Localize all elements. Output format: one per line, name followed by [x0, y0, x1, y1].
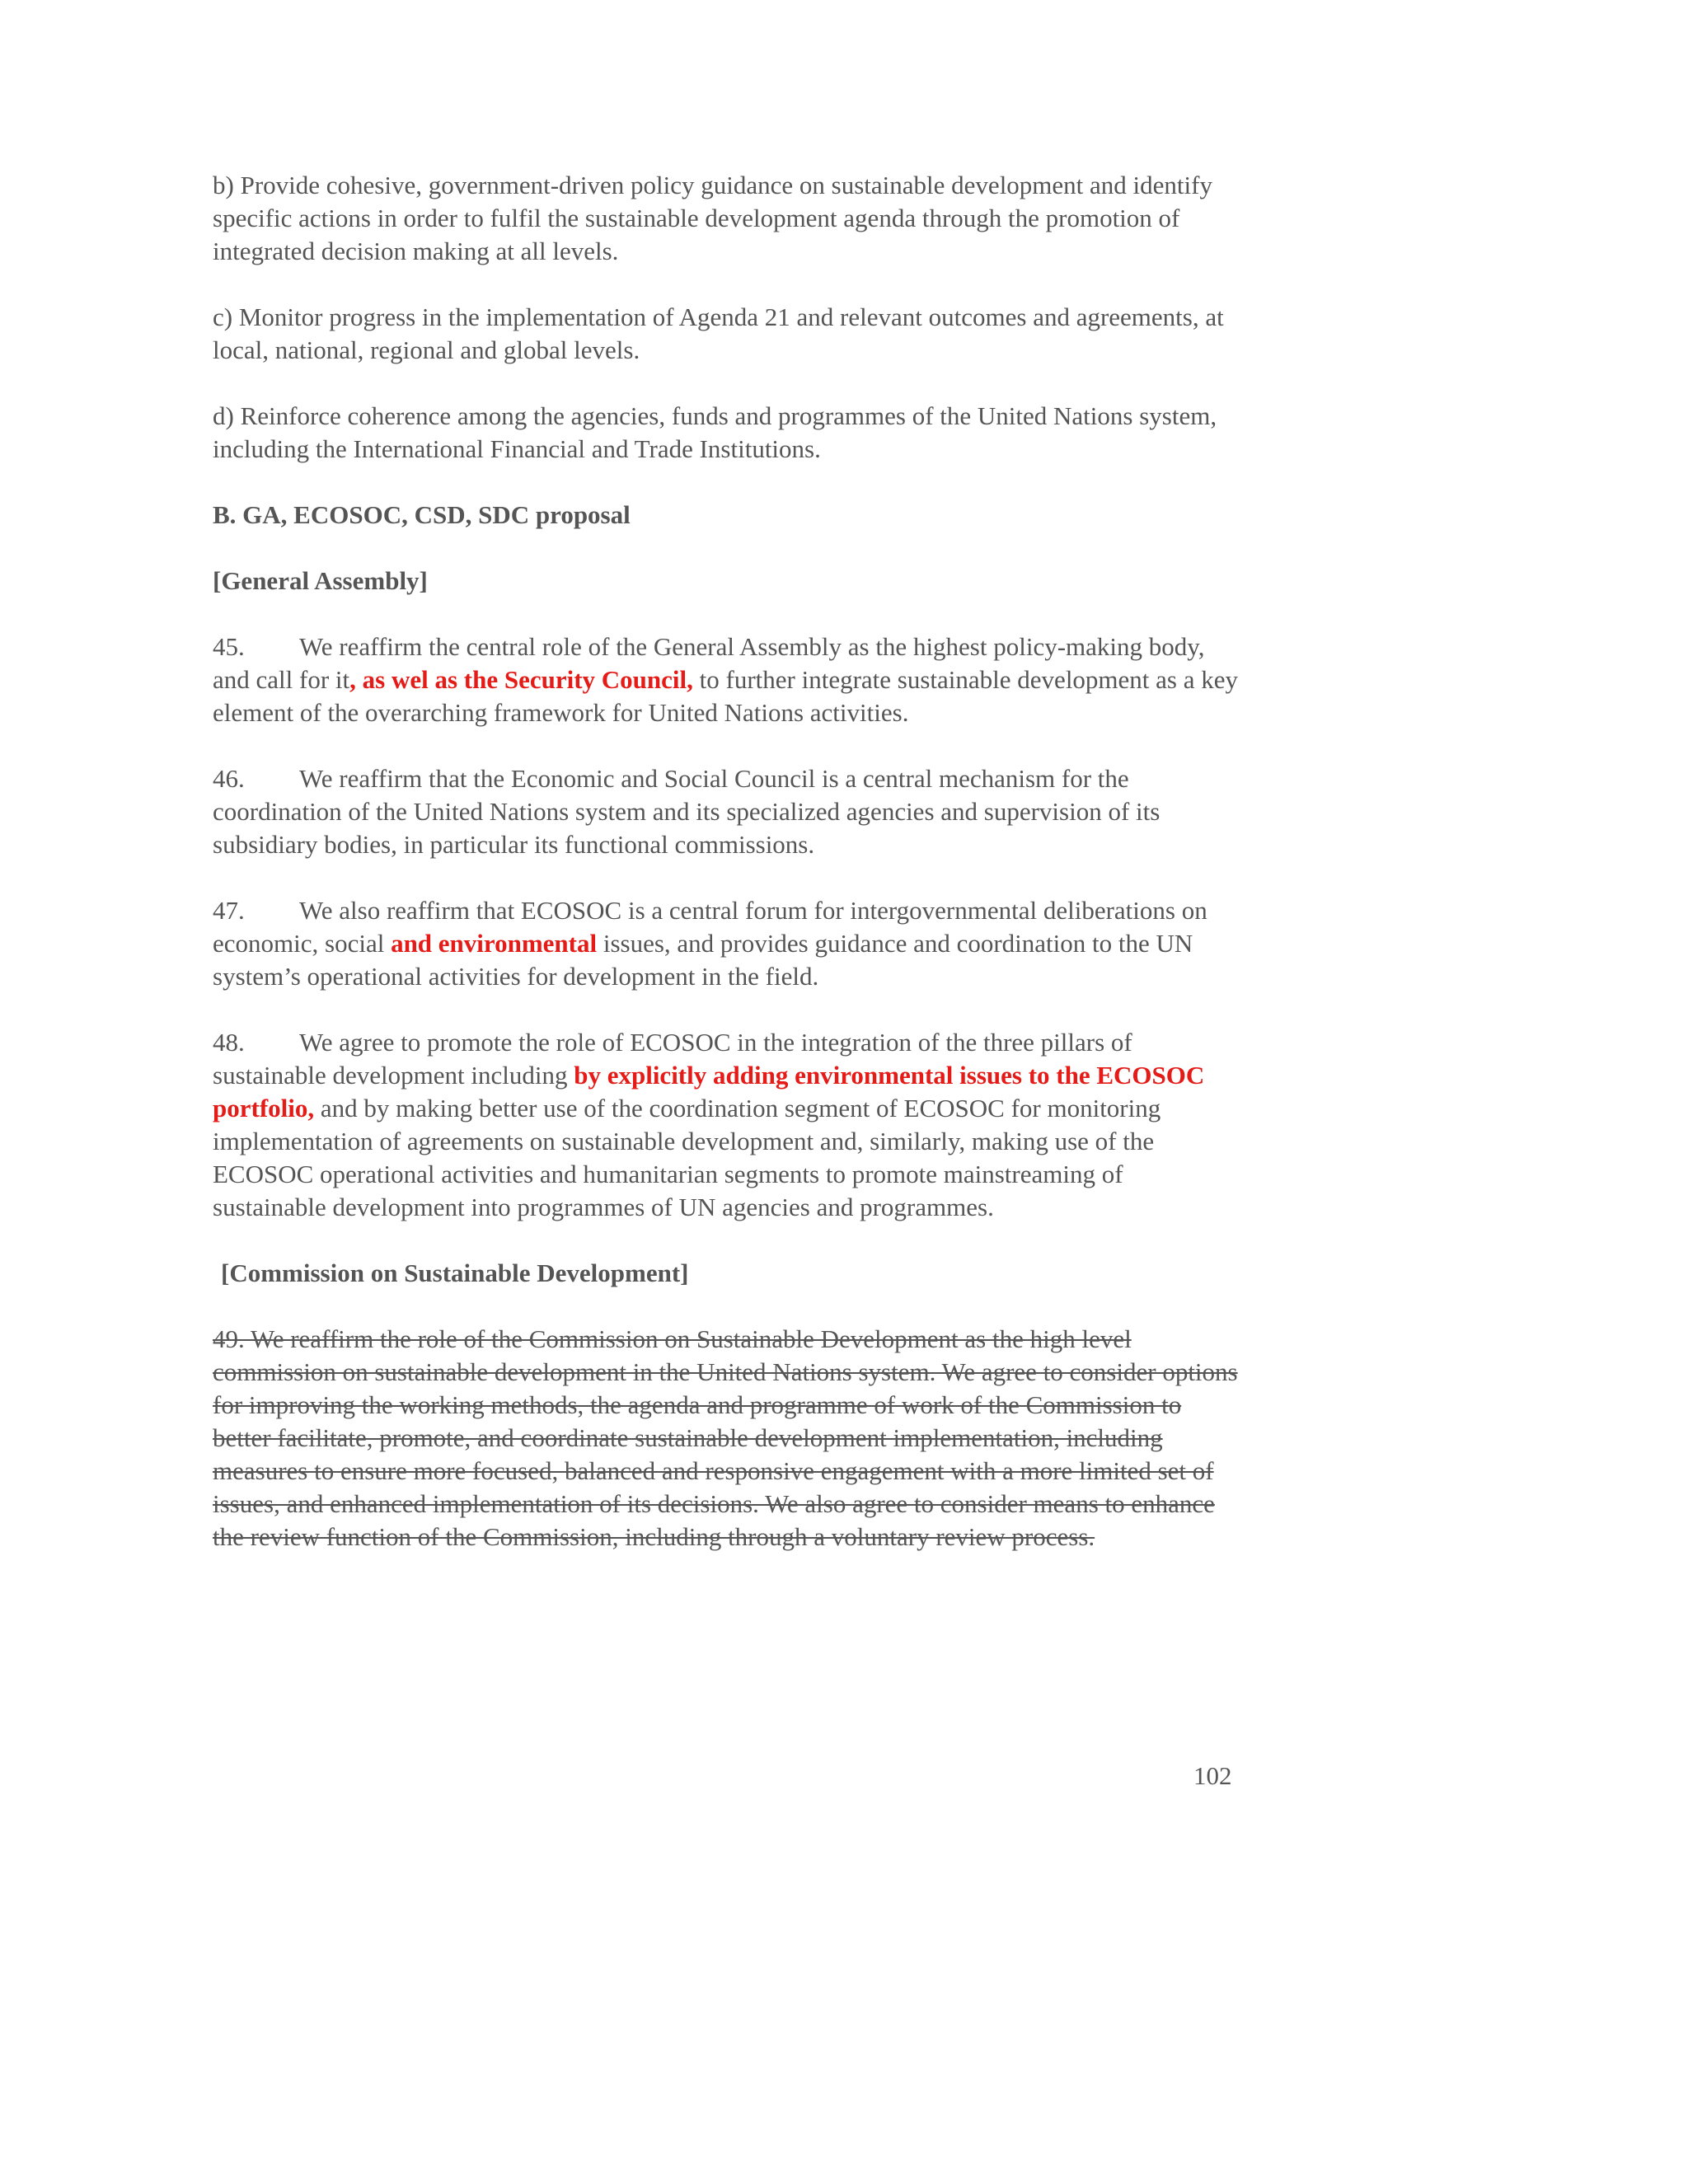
section-heading: B. GA, ECOSOC, CSD, SDC proposal [213, 500, 631, 529]
paragraph-46 [213, 762, 1243, 861]
item-c: c) Monitor progress in the implementation of Agenda 21 and relevant outcomes and agreements, at local, national, regional and global levels. [213, 302, 1224, 364]
paragraph-text: We reaffirm the central role of the General Assembly as the highest policy-making body, and call for it [213, 632, 1205, 694]
inserted-text: and environmental [391, 929, 598, 958]
document-page [213, 169, 1243, 1586]
paragraph-48 [213, 1026, 1243, 1224]
csd-heading: [Commission on Sustainable Development] [221, 1258, 689, 1287]
paragraph-text: We reaffirm that the Economic and Social Council is a central mechanism for the coordination of the United Nations system and its specialized agencies and supervision of its subsidiary bodies, in particular its functional commissions. [213, 764, 1160, 859]
paragraph-number: 45. [213, 632, 245, 661]
paragraph-47 [213, 894, 1243, 993]
paragraph-45 [213, 630, 1243, 729]
item-d: d) Reinforce coherence among the agencies, funds and programmes of the United Nations system, including the International Financial and Trade Institutions. [213, 401, 1217, 463]
paragraph-text: to further integrate sustainable development as a key element of the overarching framework for United Nations activities. [213, 665, 1239, 727]
paragraph-text: issues, and provides guidance and coordination to the UN system’s operational activities for development in the field. [213, 929, 1193, 991]
general-assembly-heading: [General Assembly] [213, 566, 428, 595]
paragraph-text: and by making better use of the coordination segment of ECOSOC for monitoring implementation of agreements on sustainable development and, similarly, making use of the ECOSOC operational activities and humanitarian segments to promote mainstreaming of sustainable development into programmes of UN agencies and programmes. [213, 1094, 1161, 1221]
paragraph-number: 47. [213, 896, 245, 925]
paragraph-number: 48. [213, 1028, 245, 1057]
paragraph-text: We agree to promote the role of ECOSOC in the integration of the three pillars of sustainable development including [213, 1028, 1132, 1090]
page-number: 102 [1193, 1761, 1232, 1790]
inserted-text: by explicitly adding environmental issues to the ECOSOC portfolio, [213, 1061, 1205, 1122]
paragraph-text: We also reaffirm that ECOSOC is a central forum for intergovernmental deliberations on economic, social [213, 896, 1207, 958]
paragraph-number: 46. [213, 764, 245, 793]
inserted-text: , as wel as the Security Council, [349, 665, 693, 694]
item-b: b) Provide cohesive, government-driven policy guidance on sustainable development and identify specific actions in order to fulfil the sustainable development agenda through the promotion of integrated decision making at all levels. [213, 171, 1212, 265]
paragraph-49-deleted: 49. We reaffirm the role of the Commission on Sustainable Development as the high level commission on sustainable development in the United Nations system. We agree to consider options for improving the working methods, the agenda and programme of work of the Commission to better facilitate, promote, and coordinate sustainable development implementation, including measures to ensure more focused, balanced and responsive engagement with a more limited set of issues, and enhanced implementation of its decisions. We also agree to consider means to enhance the review function of the Commission, including through a voluntary review process. [213, 1324, 1238, 1551]
